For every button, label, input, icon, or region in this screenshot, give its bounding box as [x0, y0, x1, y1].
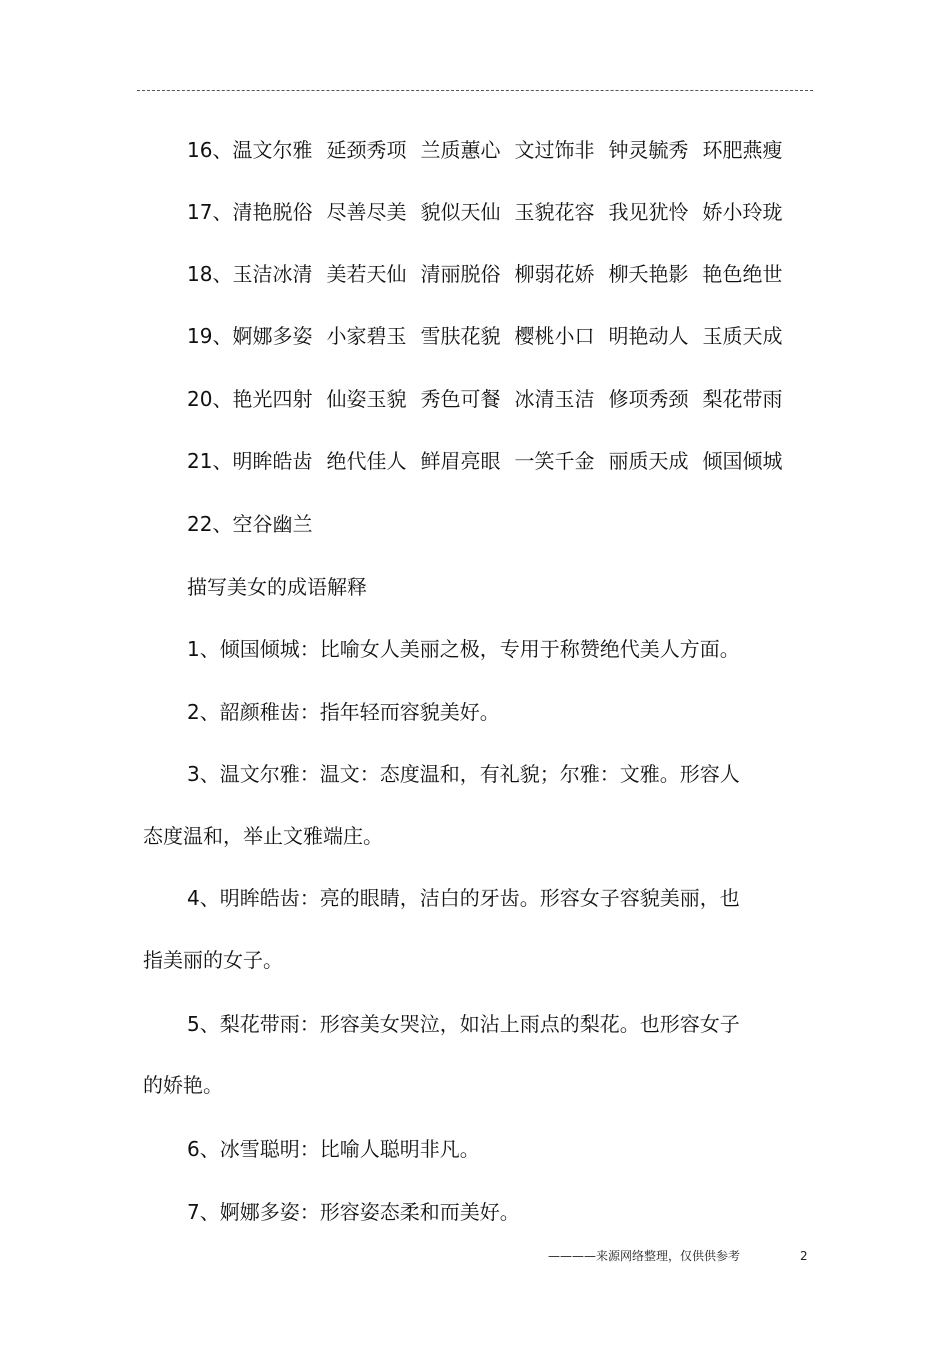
idiom: 绝代佳人 — [326, 449, 407, 473]
idiom: 玉质天成 — [702, 324, 783, 348]
idiom: 小家碧玉 — [326, 324, 407, 348]
idiom: 艳光四射 — [232, 387, 313, 411]
idiom: 清艳脱俗 — [232, 200, 313, 224]
idiom: 兰质蕙心 — [420, 138, 501, 162]
idiom: 美若天仙 — [326, 262, 407, 286]
idiom: 仙姿玉貌 — [326, 387, 407, 411]
explanation-3-continued: 态度温和，举止文雅端庄。 — [143, 824, 383, 848]
idiom: 艳色绝世 — [702, 262, 783, 286]
idiom: 文过饰非 — [514, 138, 595, 162]
idiom: 明艳动人 — [608, 324, 689, 348]
idiom: 环肥燕瘦 — [702, 138, 783, 162]
idiom: 玉貌花容 — [514, 200, 595, 224]
idiom-row-22 — [187, 510, 312, 538]
explanation-4: 4、明眸皓齿：亮的眼睛，洁白的牙齿。形容女子容貌美丽，也 — [187, 886, 740, 910]
idiom: 尽善尽美 — [326, 200, 407, 224]
idiom: 鲜眉亮眼 — [420, 449, 501, 473]
page-number: 2 — [800, 1249, 808, 1263]
header-dashed-rule — [137, 90, 813, 91]
idiom: 钟灵毓秀 — [608, 138, 689, 162]
idiom: 丽质天成 — [608, 449, 689, 473]
explanation-4-continued: 指美丽的女子。 — [143, 948, 283, 972]
section-title: 描写美女的成语解释 — [187, 575, 367, 599]
idiom-row-17 — [187, 198, 782, 226]
idiom: 修项秀颈 — [608, 387, 689, 411]
row-number: 20、 — [187, 387, 233, 411]
explanation-5: 5、梨花带雨：形容美女哭泣，如沾上雨点的梨花。也形容女子 — [187, 1012, 740, 1036]
idiom: 雪肤花貌 — [420, 324, 501, 348]
idiom: 樱桃小口 — [514, 324, 595, 348]
idiom: 明眸皓齿 — [232, 449, 313, 473]
idiom-row-20 — [187, 385, 782, 413]
row-number: 22、 — [187, 512, 233, 536]
explanation-1: 1、倾国倾城：比喻女人美丽之极，专用于称赞绝代美人方面。 — [187, 637, 740, 661]
idiom-row-21 — [187, 447, 782, 475]
idiom: 玉洁冰清 — [232, 262, 313, 286]
idiom: 柳弱花娇 — [514, 262, 595, 286]
explanation-3: 3、温文尔雅：温文：态度温和，有礼貌；尔雅：文雅。形容人 — [187, 762, 740, 786]
idiom: 一笑千金 — [514, 449, 595, 473]
explanation-6: 6、冰雪聪明：比喻人聪明非凡。 — [187, 1137, 480, 1161]
idiom: 秀色可餐 — [420, 387, 501, 411]
idiom: 延颈秀项 — [326, 138, 407, 162]
idiom: 温文尔雅 — [232, 138, 313, 162]
idiom: 倾国倾城 — [702, 449, 783, 473]
explanation-5-continued: 的娇艳。 — [143, 1073, 223, 1097]
row-number: 19、 — [187, 324, 233, 348]
idiom: 我见犹怜 — [608, 200, 689, 224]
idiom: 貌似天仙 — [420, 200, 501, 224]
row-number: 21、 — [187, 449, 233, 473]
idiom-row-18 — [187, 260, 782, 288]
idiom-row-16 — [187, 136, 782, 164]
footer-source-note: ————来源网络整理，仅供供参考 — [548, 1249, 741, 1263]
idiom: 清丽脱俗 — [420, 262, 501, 286]
idiom: 梨花带雨 — [702, 387, 783, 411]
idiom: 柳夭艳影 — [608, 262, 689, 286]
idiom: 婀娜多姿 — [232, 324, 313, 348]
idiom-row-19 — [187, 322, 782, 350]
idiom: 空谷幽兰 — [232, 512, 313, 536]
row-number: 17、 — [187, 200, 233, 224]
idiom: 娇小玲珑 — [702, 200, 783, 224]
explanation-7: 7、婀娜多姿：形容姿态柔和而美好。 — [187, 1200, 520, 1224]
explanation-2: 2、韶颜稚齿：指年轻而容貌美好。 — [187, 700, 500, 724]
row-number: 18、 — [187, 262, 233, 286]
idiom: 冰清玉洁 — [514, 387, 595, 411]
row-number: 16、 — [187, 138, 233, 162]
